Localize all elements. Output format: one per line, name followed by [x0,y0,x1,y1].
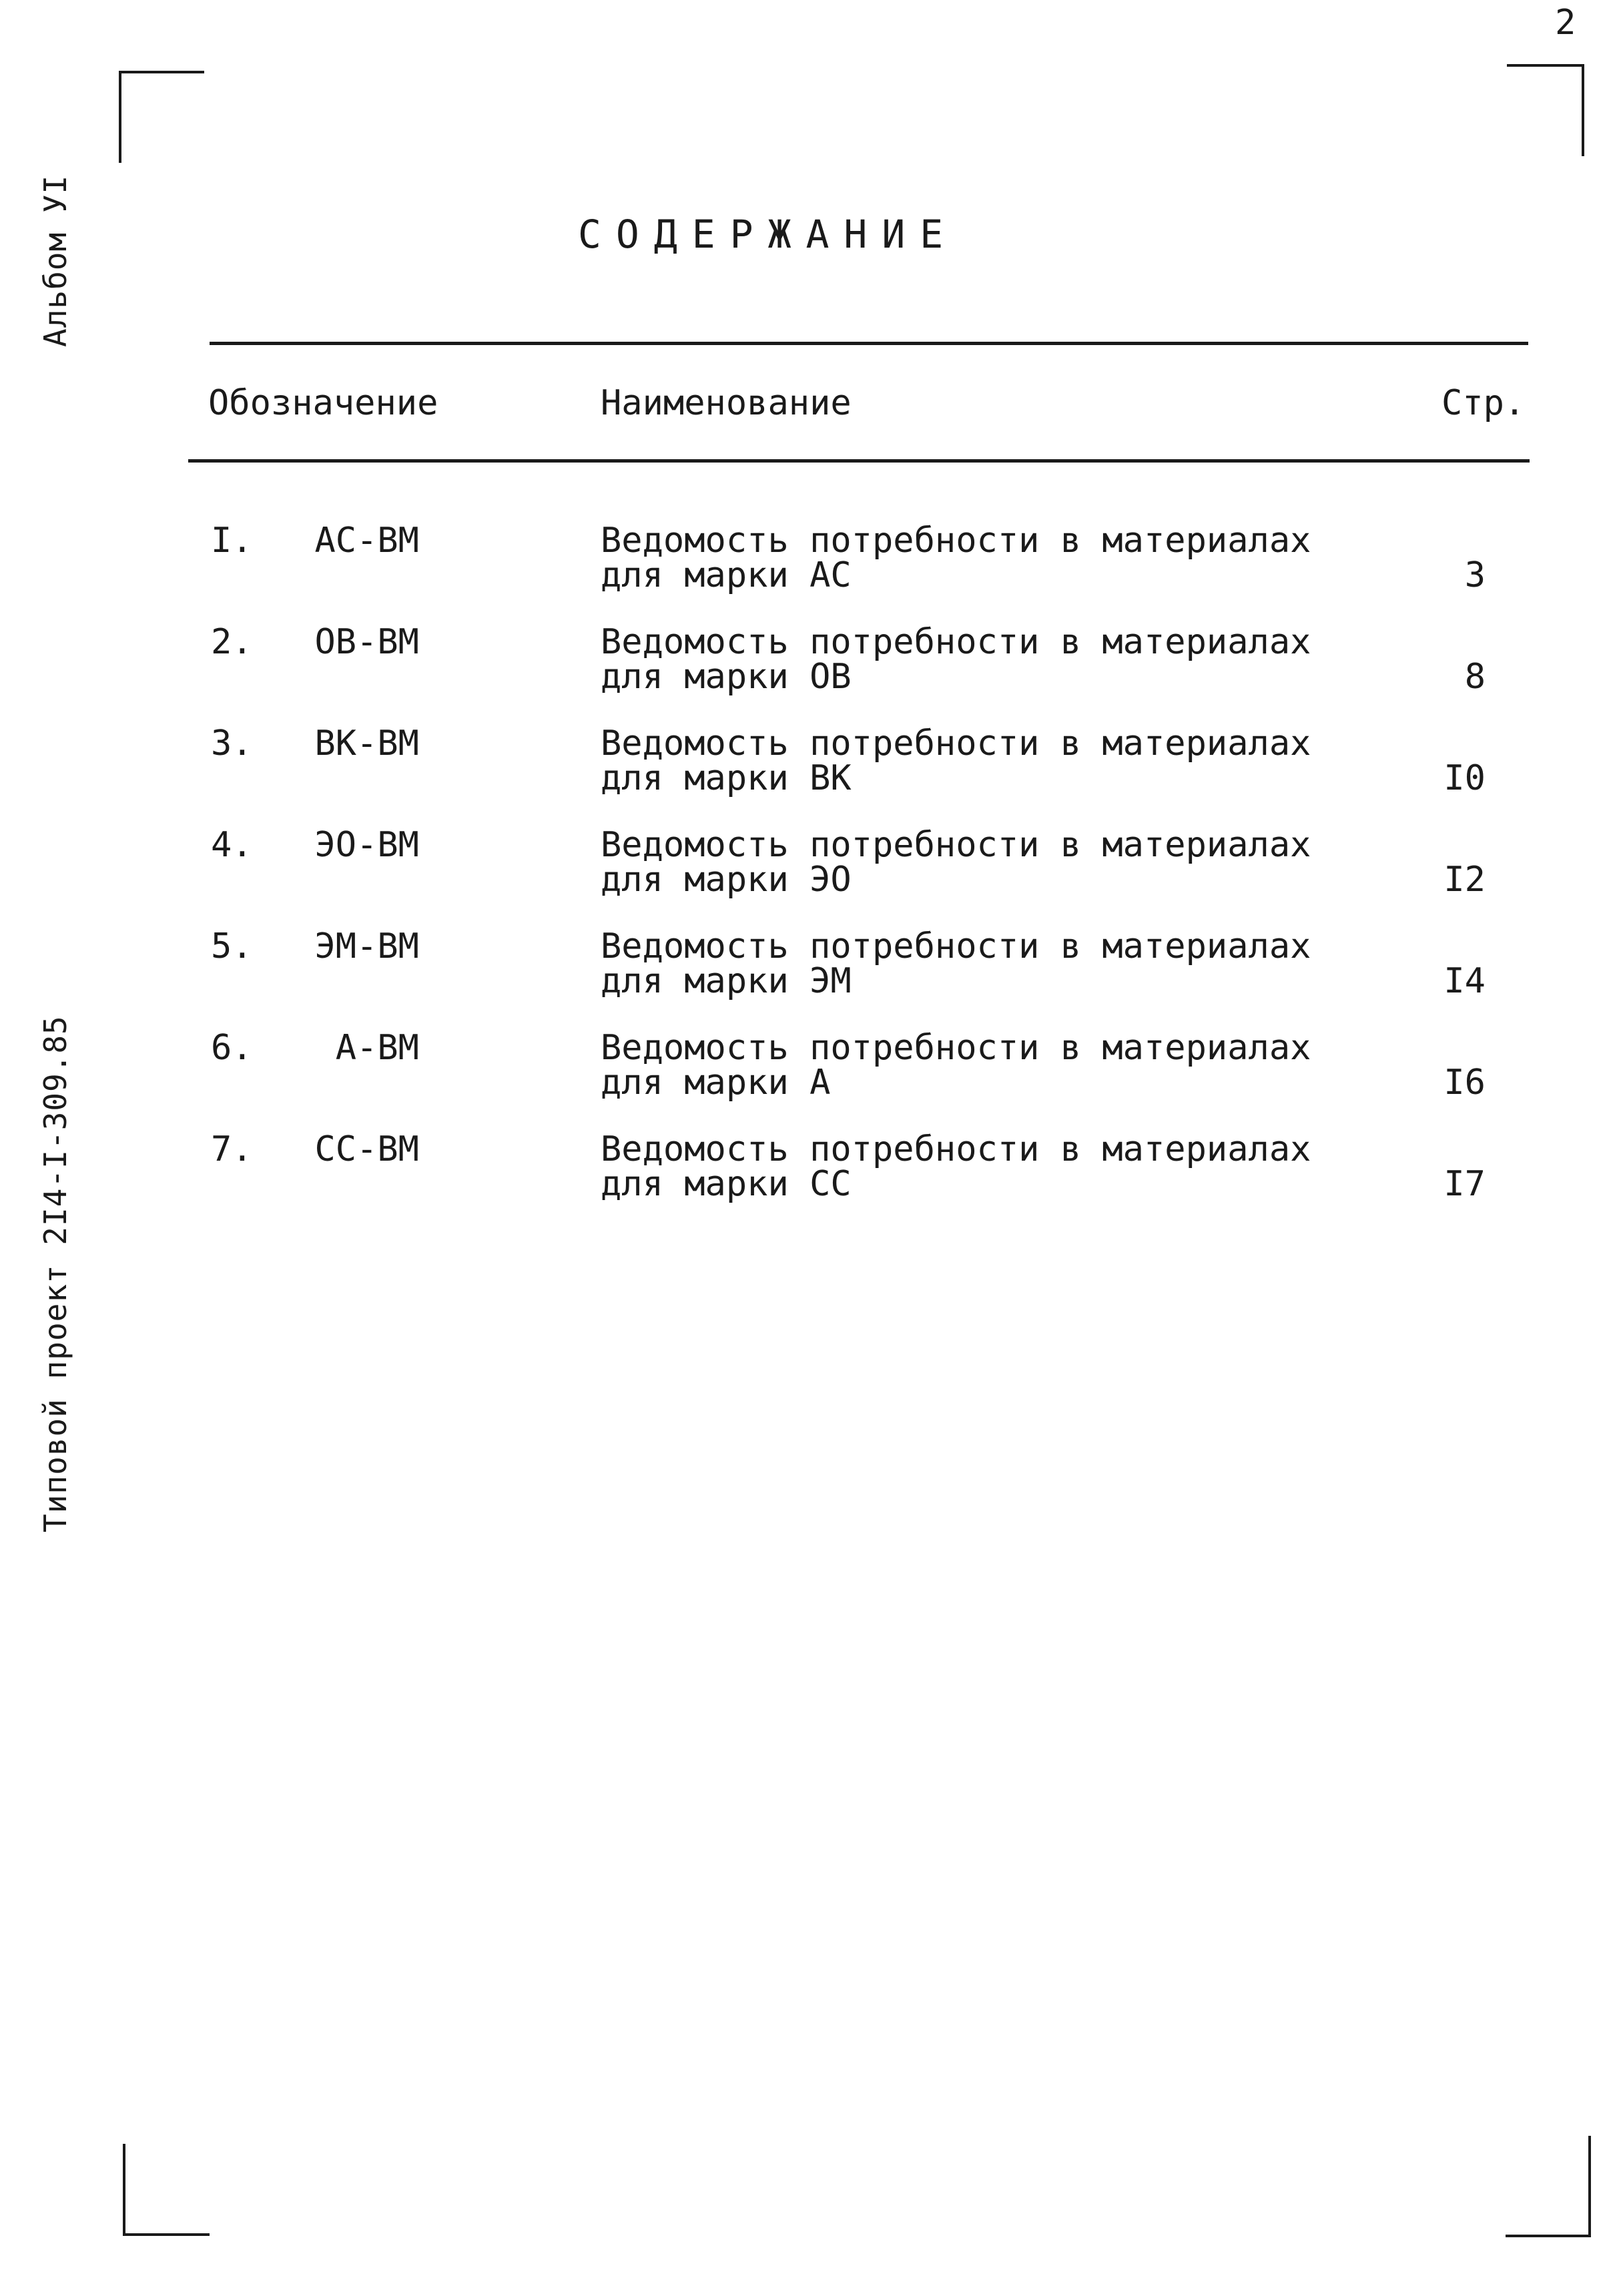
corner-mark-top-left [119,71,204,73]
row-page: I6 [1443,1063,1486,1103]
row-designation: ЭМ-ВМ [314,926,419,966]
row-page: I7 [1443,1164,1486,1204]
row-name-line2: для марки ЭО [601,860,852,900]
table-row [0,622,1619,725]
column-header-page: Стр. [1441,383,1526,423]
corner-mark-bottom-left-vertical [123,2144,125,2236]
table-row [0,926,1619,1029]
row-name-line1: Ведомость потребности в материалах [601,622,1311,662]
row-page: I0 [1443,758,1486,798]
corner-mark-bottom-right-vertical [1588,2136,1591,2237]
row-number: 2. [211,622,253,662]
row-name-line1: Ведомость потребности в материалах [601,724,1311,764]
row-designation: ЭО-ВМ [314,825,419,865]
row-number: 7. [211,1129,253,1169]
column-header-designation: Обозначение [208,383,438,423]
row-page: 3 [1464,555,1486,595]
row-name-line1: Ведомость потребности в материалах [601,521,1311,561]
row-number: 3. [211,724,253,764]
row-name-line2: для марки ВК [601,758,852,798]
row-name-line1: Ведомость потребности в материалах [601,1028,1311,1068]
corner-mark-top-right-vertical [1582,64,1584,156]
table-row [0,1129,1619,1232]
row-page: I4 [1443,961,1486,1001]
row-name-line2: для марки А [601,1063,831,1103]
table-top-rule [210,342,1528,345]
album-side-label: Альбом УI [37,174,73,347]
row-name-line2: для марки СС [601,1164,852,1204]
row-number: 4. [211,825,253,865]
column-header-name: Наименование [601,383,852,423]
row-designation: АС-ВМ [314,521,419,561]
corner-mark-bottom-right [1506,2235,1591,2237]
row-designation: ОВ-ВМ [314,622,419,662]
table-row [0,726,1619,826]
page-number: 2 [1555,3,1576,43]
row-name-line2: для марки АС [601,555,852,595]
table-row [0,523,1619,623]
corner-mark-top-right [1507,64,1584,67]
table-row [0,1028,1619,1131]
row-name-line1: Ведомость потребности в материалах [601,825,1311,865]
row-name-line1: Ведомость потребности в материалах [601,1129,1311,1169]
row-page: 8 [1464,657,1486,697]
row-number: 6. [211,1028,253,1068]
row-designation: А-ВМ [335,1028,419,1068]
row-name-line2: для марки ЭМ [601,961,852,1001]
row-page: I2 [1443,860,1486,900]
row-designation: СС-ВМ [314,1129,419,1169]
row-designation: ВК-ВМ [314,724,419,764]
row-number: 5. [211,926,253,966]
table-header-rule [188,459,1530,463]
row-number: I. [211,521,253,561]
page-title: СОДЕРЖАНИЕ [578,212,958,257]
project-side-label: Типовой проект 2I4-I-309.85 [37,1015,73,1532]
row-name-line1: Ведомость потребности в материалах [601,926,1311,966]
corner-mark-top-left-vertical [119,71,121,163]
row-name-line2: для марки ОВ [601,657,852,697]
corner-mark-bottom-left [123,2233,210,2236]
table-row [0,825,1619,928]
